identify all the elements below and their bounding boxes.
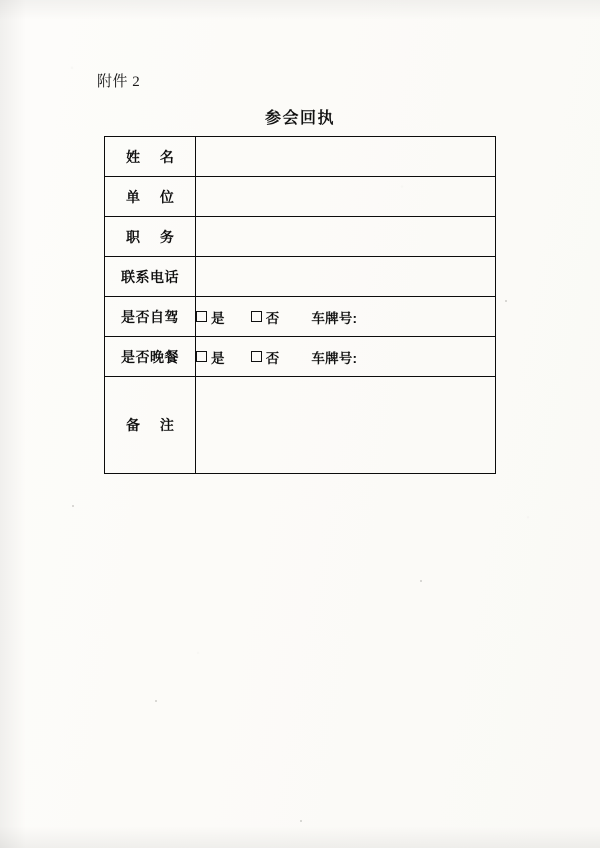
label-text: 姓 名 [126, 148, 182, 165]
choice-label: 是 [211, 310, 225, 326]
page-edge-shadow-bottom [0, 826, 600, 848]
choice-label: 是 [211, 350, 225, 366]
table-row [105, 217, 496, 257]
attachment-label: 附件 2 [97, 74, 141, 90]
choice-dinner-yes[interactable] [196, 347, 225, 367]
table-row [105, 297, 496, 337]
row-label-phone: 联系电话 [105, 257, 196, 297]
scan-speck [420, 580, 422, 582]
checkbox-icon[interactable] [251, 351, 262, 362]
label-text: 职 务 [126, 228, 182, 245]
row-label-position [105, 217, 196, 257]
label-text: 单 位 [126, 188, 182, 205]
row-label-self-drive: 是否自驾 [105, 297, 196, 337]
table-row [105, 337, 496, 377]
choice-label: 否 [265, 310, 280, 326]
choice-dinner-no[interactable] [251, 347, 280, 367]
row-label-dinner: 是否晚餐 [105, 337, 196, 377]
checkbox-icon[interactable] [196, 311, 207, 322]
table-row [105, 177, 496, 217]
field-unit-value[interactable] [196, 177, 496, 217]
field-remark-value[interactable] [196, 377, 496, 474]
receipt-form-table [104, 136, 496, 474]
field-self-drive-choices [196, 297, 496, 337]
table-row [105, 137, 496, 177]
row-label-unit [105, 177, 196, 217]
plate-number-label: 车牌号: [311, 350, 358, 366]
row-label-remark [105, 377, 196, 474]
choice-self-drive-yes[interactable] [196, 307, 225, 327]
choice-self-drive-no[interactable] [251, 307, 280, 327]
plate-number-label: 车牌号: [311, 310, 358, 326]
field-dinner-choices [196, 337, 496, 377]
field-position-value[interactable] [196, 217, 496, 257]
scan-speck [505, 300, 507, 302]
scan-speck [300, 820, 302, 822]
row-label-name [105, 137, 196, 177]
table-row [105, 257, 496, 297]
scan-speck [155, 700, 157, 702]
choice-label: 否 [265, 350, 280, 366]
page-title: 参会回执 [264, 110, 335, 127]
checkbox-icon[interactable] [196, 351, 207, 362]
table-row [105, 377, 496, 474]
label-text: 备 注 [126, 417, 182, 433]
scan-speck [72, 505, 74, 507]
page-edge-shadow-top [0, 0, 600, 20]
field-name-value[interactable] [196, 137, 496, 177]
field-phone-value[interactable] [196, 257, 496, 297]
checkbox-icon[interactable] [251, 311, 262, 322]
